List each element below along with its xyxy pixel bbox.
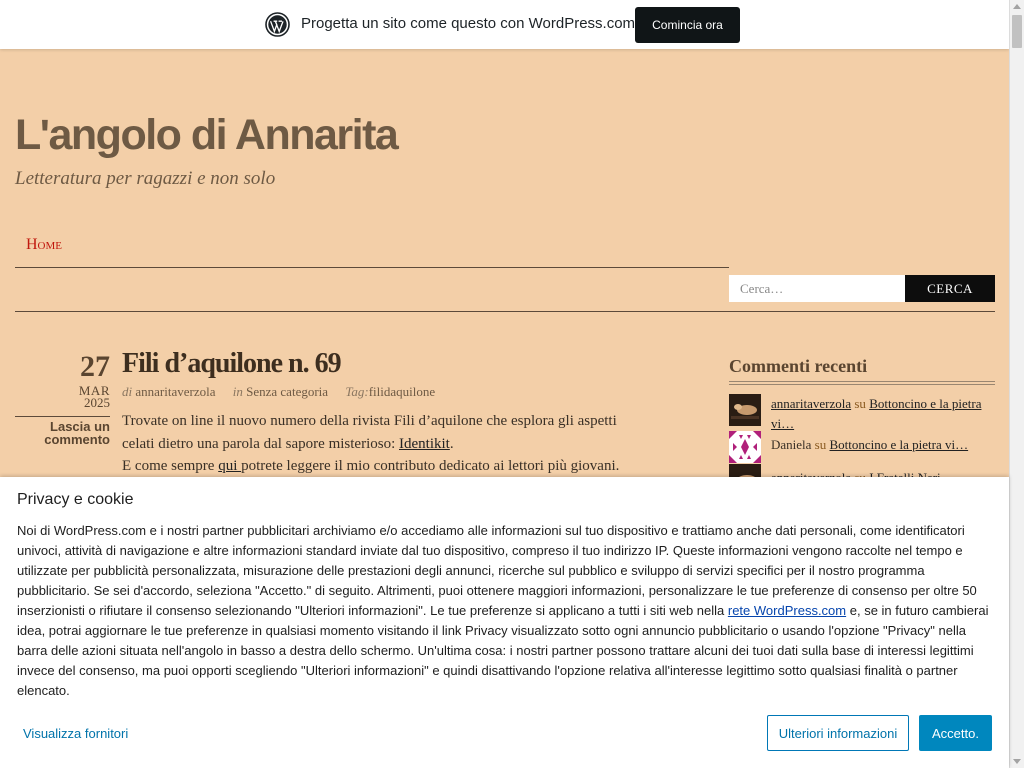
widget-divider [729, 381, 995, 382]
wordpress-network-link[interactable]: rete WordPress.com [727, 603, 847, 618]
header-divider [15, 311, 995, 312]
wordpress-promo-bar [0, 0, 1009, 49]
avatar[interactable] [729, 431, 761, 463]
comment-author-link[interactable]: annaritaverzola [771, 396, 852, 411]
identikit-link[interactable]: Identikit [399, 435, 450, 452]
search-button[interactable]: CERCA [905, 275, 995, 302]
comment-post-link[interactable]: Bottoncino e la pietra vi… [829, 437, 969, 452]
cookie-title: Privacy e cookie [17, 491, 134, 508]
qui-link[interactable]: qui [218, 458, 242, 474]
post-author-link[interactable]: annaritaverzola [135, 384, 216, 399]
site-description: Letteratura per ragazzi e non solo [15, 168, 276, 189]
start-now-button[interactable]: Comincia ora [635, 7, 740, 43]
cookie-consent-banner [0, 477, 1009, 768]
comment-author: Daniela [771, 437, 812, 452]
scrollbar-thumb[interactable] [1012, 15, 1022, 48]
meta-by-prefix: di [122, 384, 133, 399]
post-content [122, 410, 652, 478]
scroll-up-arrow-icon[interactable] [1013, 4, 1021, 9]
more-info-button[interactable]: Ulteriori informazioni [767, 715, 909, 751]
cookie-text-part-2: e, se in futuro cambierai idea, potrai aggiornare le tue preferenze in qualsiasi momento visitando il link Privacy visualizzato sotto ogni annuncio pubblicitario o usando l'opzione "Privacy" nella barra delle azioni situata nell'angolo in basso a destra dello schermo. Un'ultima cosa: i nostri partner possono trattare alcuni dei tuoi dati sulla base di interessi legittimi invece del consenso, ma puoi opporti scegliendo "Ulteriori informazioni" e quindi disattivando l'opzione relativa all'interesse legittimo sotto qualsiasi finalità o partner elencato. [17, 603, 989, 698]
post-text-2-end: potrete leggere il mio contributo dedicato ai lettori più giovani. [241, 458, 620, 474]
widget-divider [729, 384, 995, 385]
site-title[interactable]: L'angolo di Annarita [15, 111, 398, 159]
recent-comment-text [771, 394, 995, 434]
leave-comment-link[interactable]: Lascia un commento [44, 419, 110, 447]
vertical-scrollbar[interactable] [1009, 0, 1024, 768]
accept-button[interactable]: Accetto. [919, 715, 992, 751]
su-label: su [854, 396, 866, 411]
date-divider [15, 416, 110, 417]
scroll-down-arrow-icon[interactable] [1013, 759, 1021, 764]
nav-item-home[interactable]: Home [26, 236, 62, 253]
post-date-year: 2025 [84, 395, 110, 410]
avatar[interactable] [729, 394, 761, 426]
post-date-day: 27 [80, 350, 110, 383]
comment-post-link[interactable]: Bottoncino e la pietra vi… [771, 396, 982, 431]
su-label: su [814, 437, 827, 452]
search-input[interactable]: Cerca… [729, 275, 905, 302]
post-category-link[interactable]: Senza categoria [246, 384, 329, 399]
post-tag-link[interactable]: filidaquilone [368, 384, 436, 399]
post-title[interactable]: Fili d’aquilone n. 69 [122, 348, 341, 379]
nav-divider [15, 267, 729, 268]
recent-comment-text [771, 431, 995, 459]
post-text-1: Trovate on line il nuovo numero della rivista Fili d’aquilone che esplora gli aspetti celati dietro una parola dal sapore misterioso: [122, 413, 617, 452]
wordpress-logo-icon[interactable] [265, 12, 290, 37]
view-vendors-link[interactable]: Visualizza fornitori [23, 726, 129, 741]
cookie-text-part-1: Noi di WordPress.com e i nostri partner pubblicitari archiviamo e/o accediamo alle informazioni sul tuo dispositivo e trattiamo anche dati personali, come identificatori univoci, attività di navigazione e altre informazioni standard inviate dal tuo dispositivo, compreso il tuo indirizzo IP. Queste informazioni vengono raccolte nel tempo e utilizzate per pubblicità personalizzata, misurazione delle prestazioni degli annunci, ricerche sul pubblico e sviluppo di servizi specifici per il nostro programma pubblicitario. Se sei d'accordo, seleziona "Accetto." di seguito. Altrimenti, puoi ottenere maggiori informazioni, personalizzare le tue preferenze di consenso per oltre 50 inserzionisti o rifiutare il consenso selezionando "Ulteriori informazioni". Le tue preferenze si applicano a tutti i siti web nella [17, 523, 977, 618]
recent-comments-title: Commenti recenti [729, 356, 868, 376]
meta-tag-prefix: Tag: [345, 384, 369, 399]
post-text-2: E come sempre [122, 458, 219, 474]
promo-text: Progetta un sito come questo con WordPress.com [301, 15, 636, 32]
post-meta [122, 384, 435, 400]
post-date-month: MAR [78, 383, 110, 398]
cookie-text [17, 521, 992, 701]
post-text-1-end: . [449, 435, 454, 452]
meta-in-prefix: in [232, 384, 243, 399]
